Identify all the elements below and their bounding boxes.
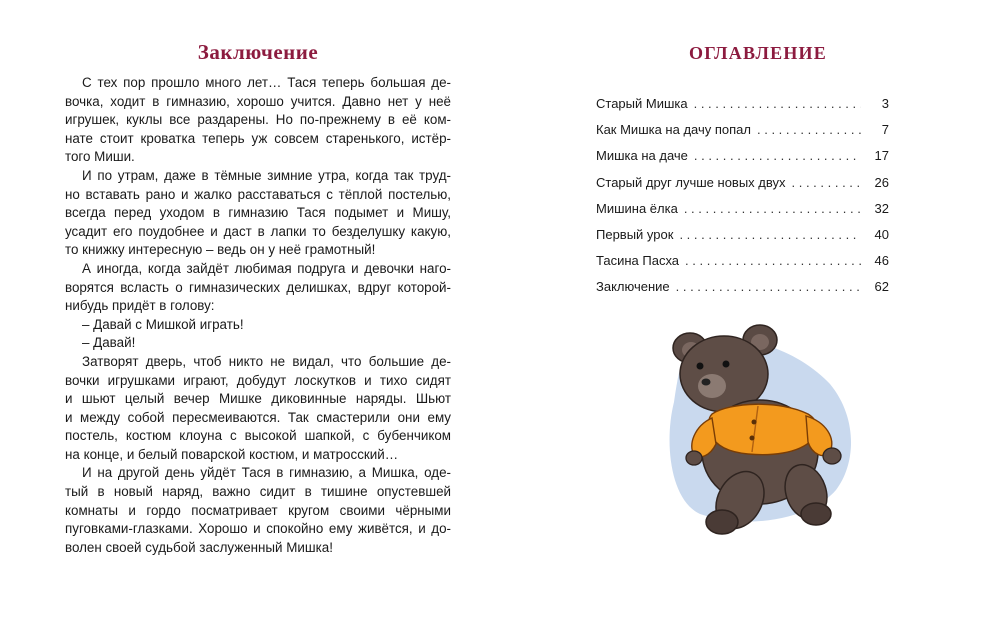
- toc-entry: [596, 96, 889, 122]
- text-line: усадит его поудобнее и даст в лапки то безделушку какую,: [65, 223, 451, 239]
- text-line: – Давай!: [82, 335, 136, 351]
- toc-entry-page: 46: [874, 253, 889, 269]
- toc-dot-leader: [694, 96, 861, 111]
- text-line: и шьют целый вечер Мишке диковинные наряды. Шьют: [65, 391, 451, 407]
- text-line: комнаты и гордо посматривает кругом своими чёрными: [65, 502, 451, 518]
- toc-entry-title: Мишка на даче: [596, 148, 688, 164]
- text-line: нибудь придёт в голову:: [65, 298, 215, 314]
- toc-entry-page: 26: [874, 174, 889, 190]
- orange-jacket: [709, 404, 817, 454]
- text-line: А иногда, когда зайдёт любимая подруга и девочки наго-: [82, 260, 451, 276]
- toc-entry-title: Как Мишка на дачу попал: [596, 122, 751, 138]
- toc-entry-page: 62: [874, 279, 889, 295]
- text-line: И на другой день уйдёт Тася в гимназию, а Мишка, оде-: [82, 465, 451, 481]
- toc-entry: [596, 148, 889, 174]
- toc-entry-page: 32: [874, 200, 889, 216]
- toc-entry-page: 7: [881, 122, 889, 138]
- chapter-body-text: [65, 74, 451, 557]
- toc-title: ОГЛАВЛЕНИЕ: [689, 43, 827, 63]
- text-line: вочка, ходит в гимназию, хорошо учится. Давно нет у неё: [65, 93, 451, 109]
- teddy-bear-illustration: [660, 322, 860, 544]
- text-line: нате стоит кроватка теперь уж совсем старенького, истёр-: [65, 130, 451, 146]
- text-line: всегда перед уходом в гимназию Тася подымет и Мишу,: [65, 205, 451, 221]
- table-of-contents: [596, 96, 889, 306]
- toc-entry-title: Мишина ёлка: [596, 200, 678, 216]
- text-line: вочки игрушками играют, добудут лоскутков и тихо сидят: [65, 372, 451, 388]
- toc-entry-title: Заключение: [596, 279, 670, 295]
- toc-entry-title: Первый урок: [596, 226, 674, 242]
- toc-entry: [596, 227, 889, 253]
- text-line: того Миши.: [65, 149, 135, 165]
- text-line: постель, костюм клоуна с высокой шапкой, с бубенчиком: [65, 428, 451, 444]
- toc-dot-leader: [757, 122, 861, 137]
- text-line: – Давай с Мишкой играть!: [82, 316, 244, 332]
- text-line: тый в новый наряд, важно сидит в тишине опустевшей: [65, 484, 451, 500]
- toc-dot-leader: [694, 148, 861, 163]
- toc-entry-title: Старый Мишка: [596, 96, 688, 111]
- chapter-title: Заключение: [197, 40, 319, 64]
- toc-dot-leader: [679, 227, 861, 242]
- toc-entry: [596, 201, 889, 227]
- text-line: С тех пор прошло много лет… Тася теперь большая де-: [82, 75, 451, 90]
- toc-entry-page: 40: [874, 226, 889, 242]
- text-line: и между собой пересмеиваются. Так смастерили они ему: [65, 409, 451, 425]
- toc-entry-title: Тасина Пасха: [596, 253, 680, 269]
- toc-entry: [596, 253, 889, 279]
- text-line: то книжку интересную – ведь он у неё грамотный!: [65, 242, 376, 258]
- toc-dot-leader: [792, 175, 861, 190]
- text-line: ворятся всласть о гимназических делишках, вдруг которой-: [65, 279, 451, 295]
- text-line: но вставать рано и жалко расставаться с тёплой постелью,: [65, 186, 451, 202]
- text-line: на конце, и белый поварской костюм, и матросский…: [65, 446, 399, 462]
- toc-entry-page: 3: [881, 96, 889, 111]
- toc-entry-page: 17: [874, 148, 889, 164]
- text-line: волен своей судьбой заслуженный Мишка!: [65, 539, 333, 555]
- toc-entry-title: Старый друг лучше новых двух: [596, 174, 786, 190]
- text-line: пуговками-глазками. Хорошо и спокойно ему живётся, и до-: [65, 521, 451, 537]
- toc-entry: [596, 279, 889, 305]
- toc-dot-leader: [685, 253, 861, 268]
- right-page: [500, 0, 1000, 641]
- toc-dot-leader: [684, 201, 861, 216]
- toc-entry: [596, 122, 889, 148]
- text-line: игрушек, куклы все раздарены. Но по-прежнему в её ком-: [65, 112, 451, 128]
- text-line: Затворят дверь, чтоб никто не видал, что большие де-: [82, 353, 451, 369]
- text-line: И по утрам, даже в тёмные зимние утра, когда так труд-: [82, 167, 451, 183]
- toc-entry: [596, 175, 889, 201]
- toc-dot-leader: [676, 279, 861, 294]
